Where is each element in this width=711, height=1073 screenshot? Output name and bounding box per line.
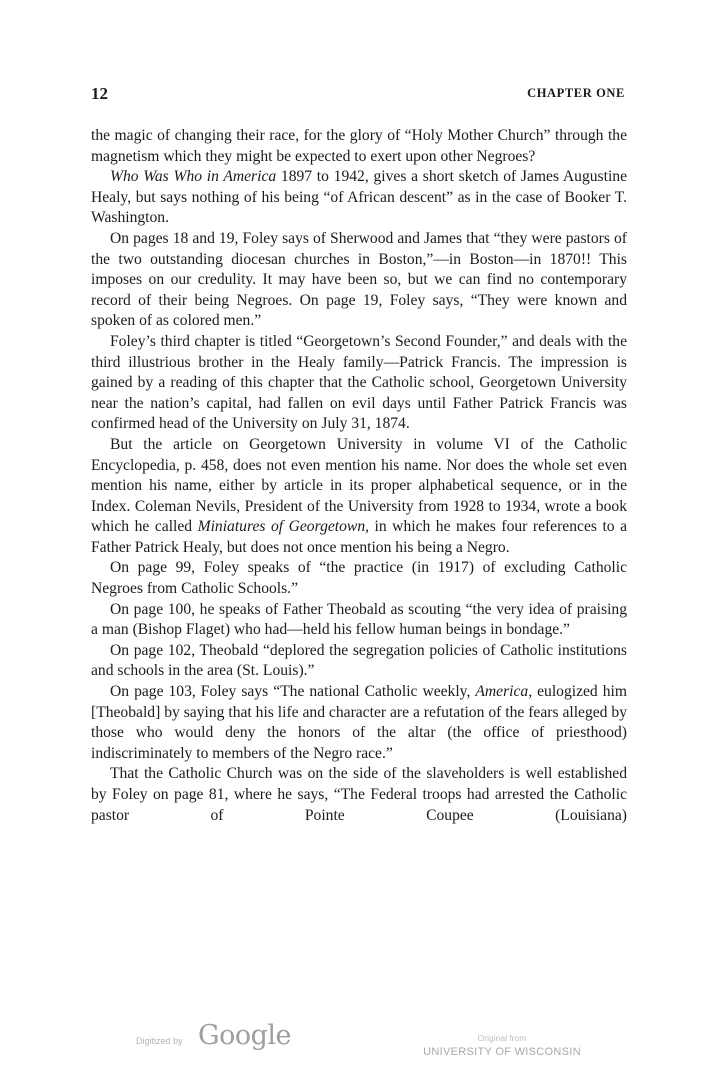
original-from-label: Original from [477,1033,527,1043]
paragraph-9: On page 103, Foley says “The national Catholic weekly, America, eulogized him [Theobald] by saying that his life and character are a refutation of the fears alleged by those who would deny the honors of the altar (the office of priesthood) indiscriminately to members of the Negro race.” [91,683,627,762]
paragraph-7: On page 100, he speaks of Father Theobald as scouting “the very idea of praising a man (Bishop Flaget) who had—held his fellow human beings in bondage.” [91,600,627,639]
body-text [91,126,627,826]
paragraph-2: Who Was Who in America 1897 to 1942, gives a short sketch of James Augustine Healy, but says nothing of his being “of African descent” as in the case of Booker T. Washington. [91,168,628,227]
paragraph-3: On pages 18 and 19, Foley says of Sherwood and James that “they were pastors of the two outstanding diocesan churches in Boston,”—in Boston—in 1870!! This imposes on our credulity. It may have been so, but we can find no contemporary record of their being Negroes. On page 19, Foley says, “They were known and spoken of as colored men.” [91,229,627,330]
paragraph-1: the magic of changing their race, for the glory of “Holy Mother Church” through the magnetism which they might be expected to exert upon other Negroes? [91,127,627,165]
book-title-who-was-who: Who Was Who in America [110,168,277,186]
paragraph-8: On page 102, Theobald “deplored the segregation policies of Catholic institutions and schools in the area (St. Louis).” [91,641,627,680]
page-number: 12 [91,84,108,103]
chapter-heading: CHAPTER ONE [527,86,625,100]
paragraph-4: Foley’s third chapter is titled “Georgetown’s Second Founder,” and deals with the third illustrious brother in the Healy family—Patrick Francis. The impression is gained by a reading of this chapter that the Catholic school, Georgetown University near the nation’s capital, had fallen on evil days until Father Patrick Francis was confirmed head of the University on July 31, 1874. [91,332,627,433]
paragraph-10: That the Catholic Church was on the side of the slaveholders is well established by Foley on page 81, where he says, “The Federal troops had arrested the Catholic pastor of Pointe Coupee (Louisiana) [91,765,627,824]
digitization-footer [0,1020,711,1070]
magazine-title-america: America, [475,683,533,701]
paragraph-6: On page 99, Foley speaks of “the practice (in 1917) of excluding Catholic Negroes from Catholic Schools.” [91,559,627,598]
digitized-by-label: Digitized by [136,1036,183,1046]
paragraph-5: But the article on Georgetown University in volume VI of the Catholic Encyclopedia, p. 458, does not even mention his name. Nor does the whole set even mention his name, either by article in its proper alphabetical sequence, or in the Index. Coleman Nevils, President of the University from 1928 to 1934, wrote a book which he called Miniatures of Georgetown, in which he makes four references to a Father Patrick Healy, but does not once mention his being a Negro. [91,435,628,556]
google-logo: Google [198,1020,291,1051]
running-head [91,84,625,106]
book-title-miniatures: Miniatures of Georgetown, [197,518,370,536]
institution-name: UNIVERSITY OF WISCONSIN [423,1046,581,1058]
